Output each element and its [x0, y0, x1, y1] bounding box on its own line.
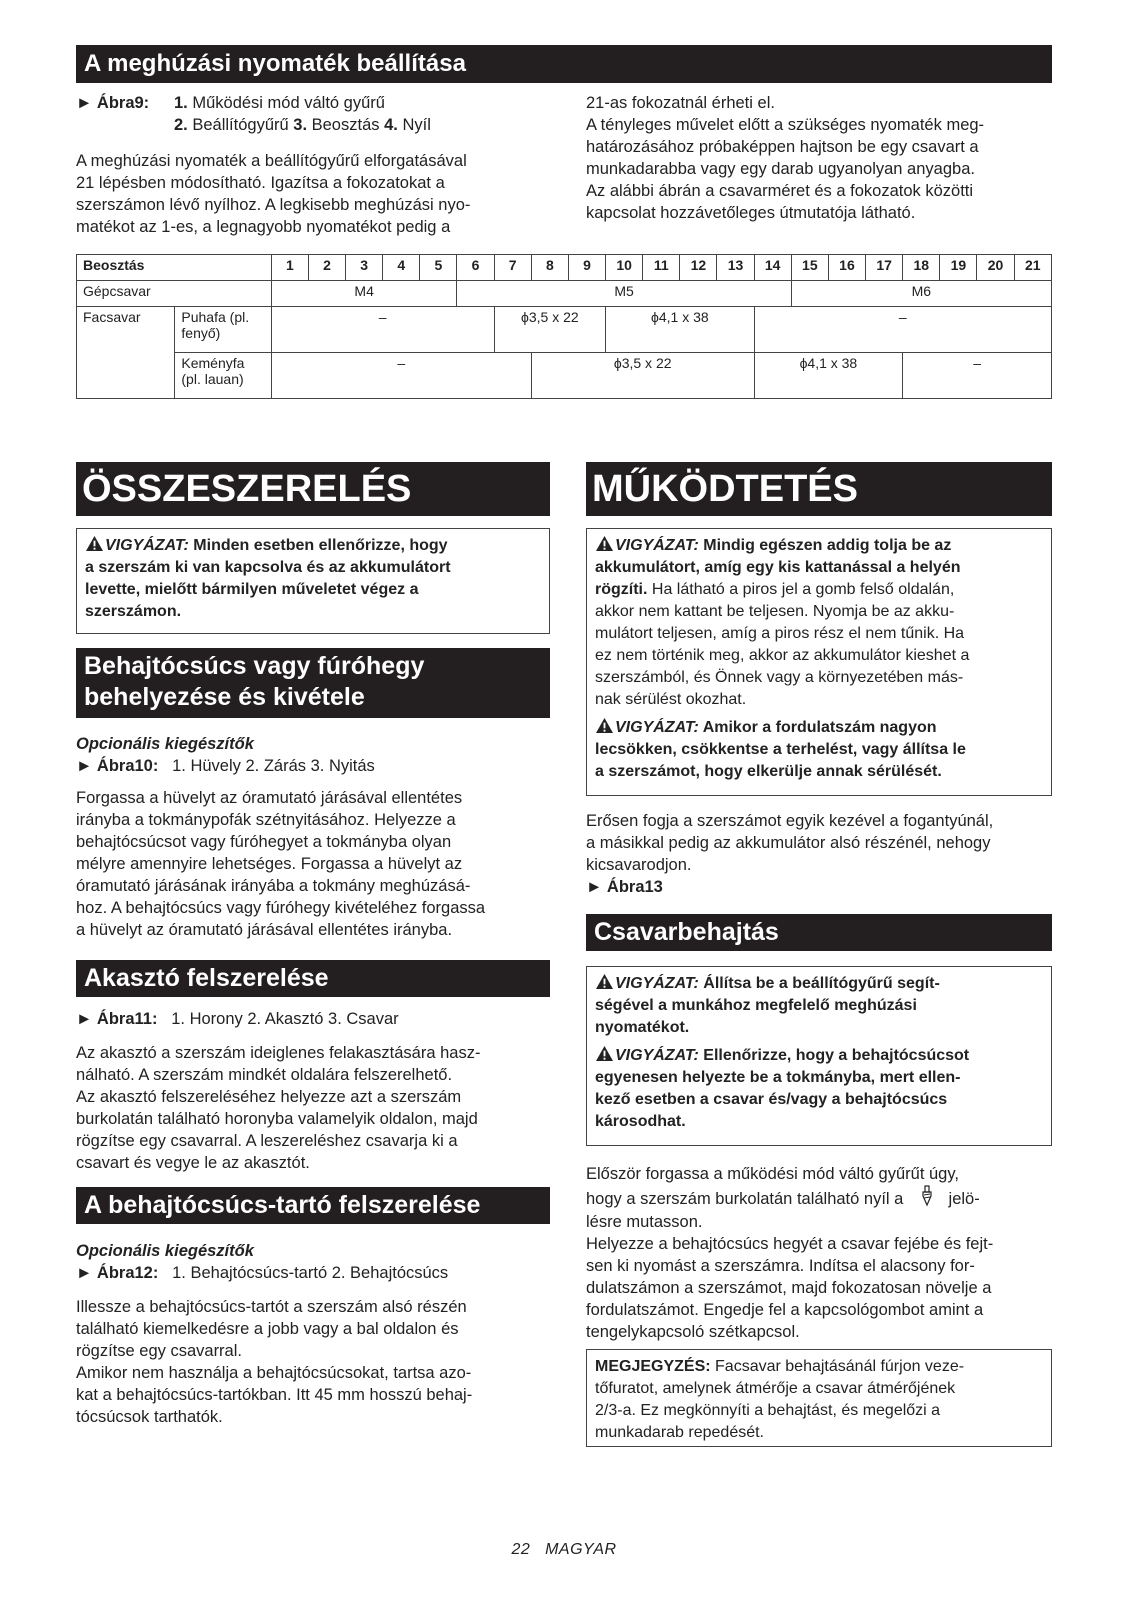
torque-paragraph-left: A meghúzási nyomaték a beállítógyűrű elforgatásával 21 lépésben módosítható. Igazítsa a fokozatokat a szerszámon lévő nyílhoz. A legkisebb meghúzási nyo- matékot az 1-es, a legnagyobb nyomatékot pedig a	[76, 152, 471, 236]
table-step: 17	[866, 255, 903, 281]
table-cell: ϕ4,1 x 38	[754, 353, 903, 399]
table-row-soft-wood	[77, 307, 1052, 353]
caution-box-screwdriving: VIGYÁZAT: Állítsa be a beállítógyűrű segít- ségével a munkához megfelelő meghúzási nyomatékot. VIGYÁZAT: Ellenőrizze, hogy a behajtócsúcsot egyenesen helyezte be a tokmányba, mert ellen- kező esetben a csavar és/vagy a behajtócsúcs károsodhat.	[586, 966, 1052, 1146]
section-title-assembly: ÖSSZESZERELÉS	[76, 462, 550, 516]
table-step: 1	[271, 255, 308, 281]
page-footer: 22 MAGYAR	[511, 1541, 617, 1558]
figure-items: 1. Horony 2. Akasztó 3. Csavar	[171, 1010, 399, 1028]
optional-accessory-label: Opcionális kiegészítők	[76, 735, 254, 753]
section-title-bit-holder: A behajtócsúcs-tartó felszerelése	[76, 1187, 550, 1224]
table-step: 19	[940, 255, 977, 281]
caution-box-assembly: VIGYÁZAT: Minden esetben ellenőrizze, hogy a szerszám ki van kapcsolva és az akkumulátort levette, mielőtt bármilyen műveletet végez a szerszámon.	[76, 528, 550, 634]
warning-icon	[595, 1045, 614, 1062]
table-step: 18	[903, 255, 940, 281]
section-title-hook: Akasztó felszerelése	[76, 960, 550, 997]
table-step: 8	[531, 255, 568, 281]
table-step: 10	[606, 255, 643, 281]
table-header-row	[77, 255, 1052, 281]
note-label: MEGJEGYZÉS:	[595, 1358, 711, 1375]
table-step: 3	[346, 255, 383, 281]
hook-section: ► Ábra11: 1. Horony 2. Akasztó 3. Csavar Az akasztó a szerszám ideiglenes felakasztására hasz- nálható. A szerszám mindkét oldalára felszerelhető. Az akasztó felszereléséhez helyezze azt a szerszám burkolatán található horonyba valamelyik oldalon, majd rögzítse egy csavarral. A leszereléshez csavarja ki a csavart és vegye le az akasztót.	[76, 1010, 481, 1172]
warning-icon	[595, 717, 614, 734]
table-row-hard-wood	[77, 353, 1052, 399]
torque-paragraph-right: 21-as fokozatnál érheti el. A tényleges művelet előtt a szükséges nyomaték meg- határozásához próbaképpen hajtson be egy csavart a munkadarabba vagy egy darab ugyanolyan anyagba. Az alábbi ábrán a csavarméret és a fokozatok közötti kapcsolat hozzávetőleges útmutatója látható.	[586, 94, 985, 222]
figure-reference-9: ► Ábra9: 1. Működési mód váltó gyűrű 2. Beállítógyűrű 3. Beosztás 4. Nyíl	[76, 94, 431, 134]
figure-label: ► Ábra13	[586, 878, 663, 896]
table-sub-label: Keményfa (pl. lauan)	[175, 353, 271, 399]
table-step: 20	[977, 255, 1014, 281]
table-step: 16	[828, 255, 865, 281]
table-cell: –	[271, 353, 531, 399]
table-cell: M5	[457, 281, 791, 307]
caution-box-operation: VIGYÁZAT: Mindig egészen addig tolja be az akkumulátort, amíg egy kis kattanással a helyén rögzíti. Ha látható a piros jel a gomb felső oldalán, akkor nem kattant be teljesen. Nyomja be az akku- mulátort teljesen, amíg a piros rész el nem tűnik. Ha ez nem történik meg, akkor az akkumulátor kieshet a szerszámból, és Önnek vagy a környezetében más- nak sérülést okozhat. VIGYÁZAT: Amikor a fordulatszám nagyon lecsökken, csökkentse a terhelést, vagy állítsa le a szerszámot, hogy elkerülje annak sérülését.	[586, 528, 1052, 796]
table-cell: M4	[271, 281, 457, 307]
warning-icon	[595, 973, 614, 990]
table-step: 6	[457, 255, 494, 281]
figure-label: ► Ábra10:	[76, 757, 159, 775]
table-cell: –	[271, 307, 494, 353]
table-step: 4	[383, 255, 420, 281]
table-step: 9	[568, 255, 605, 281]
table-cell: ϕ3,5 x 22	[494, 307, 605, 353]
section-title-bit-insert: Behajtócsúcs vagy fúróhegy behelyezése és kivétele	[76, 648, 550, 718]
table-step: 7	[494, 255, 531, 281]
table-step: 21	[1014, 255, 1051, 281]
table-row-machine-screw	[77, 281, 1052, 307]
table-step: 15	[791, 255, 828, 281]
figure-items: 1. Behajtócsúcs-tartó 2. Behajtócsúcs	[172, 1264, 449, 1282]
screwdriving-paragraph: Először forgassa a működési mód váltó gyűrűt úgy, hogy a szerszám burkolatán található nyíl a jelö- lésre mutasson. Helyezze a behajtócsúcs hegyét a csavar fejébe és fejt- sen ki nyomást a szerszámra. Indítsa el alacsony for- dulatszámon a szerszámot, majd fokozatosan növelje a fordulatszámot. Engedje fel a kapcsológombot amint a tengelykapcsoló szétkapcsol.	[586, 1165, 994, 1341]
section-title-operation: MŰKÖDTETÉS	[586, 462, 1052, 516]
table-row-label: Gépcsavar	[77, 281, 272, 307]
table-row-label: Facsavar	[77, 307, 175, 399]
table-step: 13	[717, 255, 754, 281]
section-title-torque: A meghúzási nyomaték beállítása	[76, 45, 1052, 83]
table-step: 11	[643, 255, 680, 281]
table-step: 2	[308, 255, 345, 281]
torque-table	[76, 254, 1052, 399]
table-step: 5	[420, 255, 457, 281]
table-cell: M6	[791, 281, 1051, 307]
warning-icon	[85, 535, 104, 552]
warning-icon	[595, 535, 614, 552]
bit-insert-section: Opcionális kiegészítők ► Ábra10: 1. Hüvely 2. Zárás 3. Nyitás Forgassa a hüvelyt az óramutató járásával ellentétes irányba a tokmánypofák szétnyitásához. Helyezze a behajtócsúcsot vagy fúróhegyet a tokmányba olyan mélyre amennyire lehetséges. Forgassa a hüvelyt az óramutató járásának irányába a tokmány meghúzásá- hoz. A behajtócsúcs vagy fúróhegy kivételéhez forgassa a hüvelyt az óramutató járásával ellentétes irányba.	[76, 733, 556, 941]
table-cell: ϕ4,1 x 38	[606, 307, 755, 353]
table-cell: ϕ3,5 x 22	[531, 353, 754, 399]
section-title-screwdriving: Csavarbehajtás	[586, 914, 1052, 951]
note-box: MEGJEGYZÉS: Facsavar behajtásánál fúrjon veze- tőfuratot, amelynek átmérője a csavar átmérőjének 2/3-a. Ez megkönnyíti a behajtást, és megelőzi a munkadarab repedését.	[586, 1349, 1052, 1447]
figure-label: ► Ábra12:	[76, 1264, 159, 1282]
table-cell: –	[903, 353, 1052, 399]
bit-holder-section: Opcionális kiegészítők ► Ábra12: 1. Behajtócsúcs-tartó 2. Behajtócsúcs Illessze a behajtócsúcs-tartót a szerszám alsó részén található kiemelkedésre a jobb vagy a bal oldalon és rögzítse egy csavarral. Amikor nem használja a behajtócsúcsokat, tartsa azo- kat a behajtócsúcs-tartókban. Itt 45 mm hosszú behaj- tócsúcsok tarthatók.	[76, 1240, 556, 1428]
table-sub-label: Puhafa (pl. fenyő)	[175, 307, 271, 353]
figure-label: ► Ábra9:	[76, 94, 150, 112]
figure-items: 1. Hüvely 2. Zárás 3. Nyitás	[172, 757, 375, 775]
optional-accessory-label: Opcionális kiegészítők	[76, 1242, 254, 1260]
table-cell: –	[754, 307, 1051, 353]
table-step: 12	[680, 255, 717, 281]
table-step: 14	[754, 255, 791, 281]
screw-mode-icon	[920, 1185, 934, 1207]
table-header-label: Beosztás	[77, 255, 272, 281]
operation-paragraph: Erősen fogja a szerszámot egyik kezével a fogantyúnál, a másikkal pedig az akkumulátor alsó részénél, nehogy kicsavarodjon. ► Ábra13	[586, 810, 1062, 898]
figure-label: ► Ábra11:	[76, 1010, 158, 1028]
